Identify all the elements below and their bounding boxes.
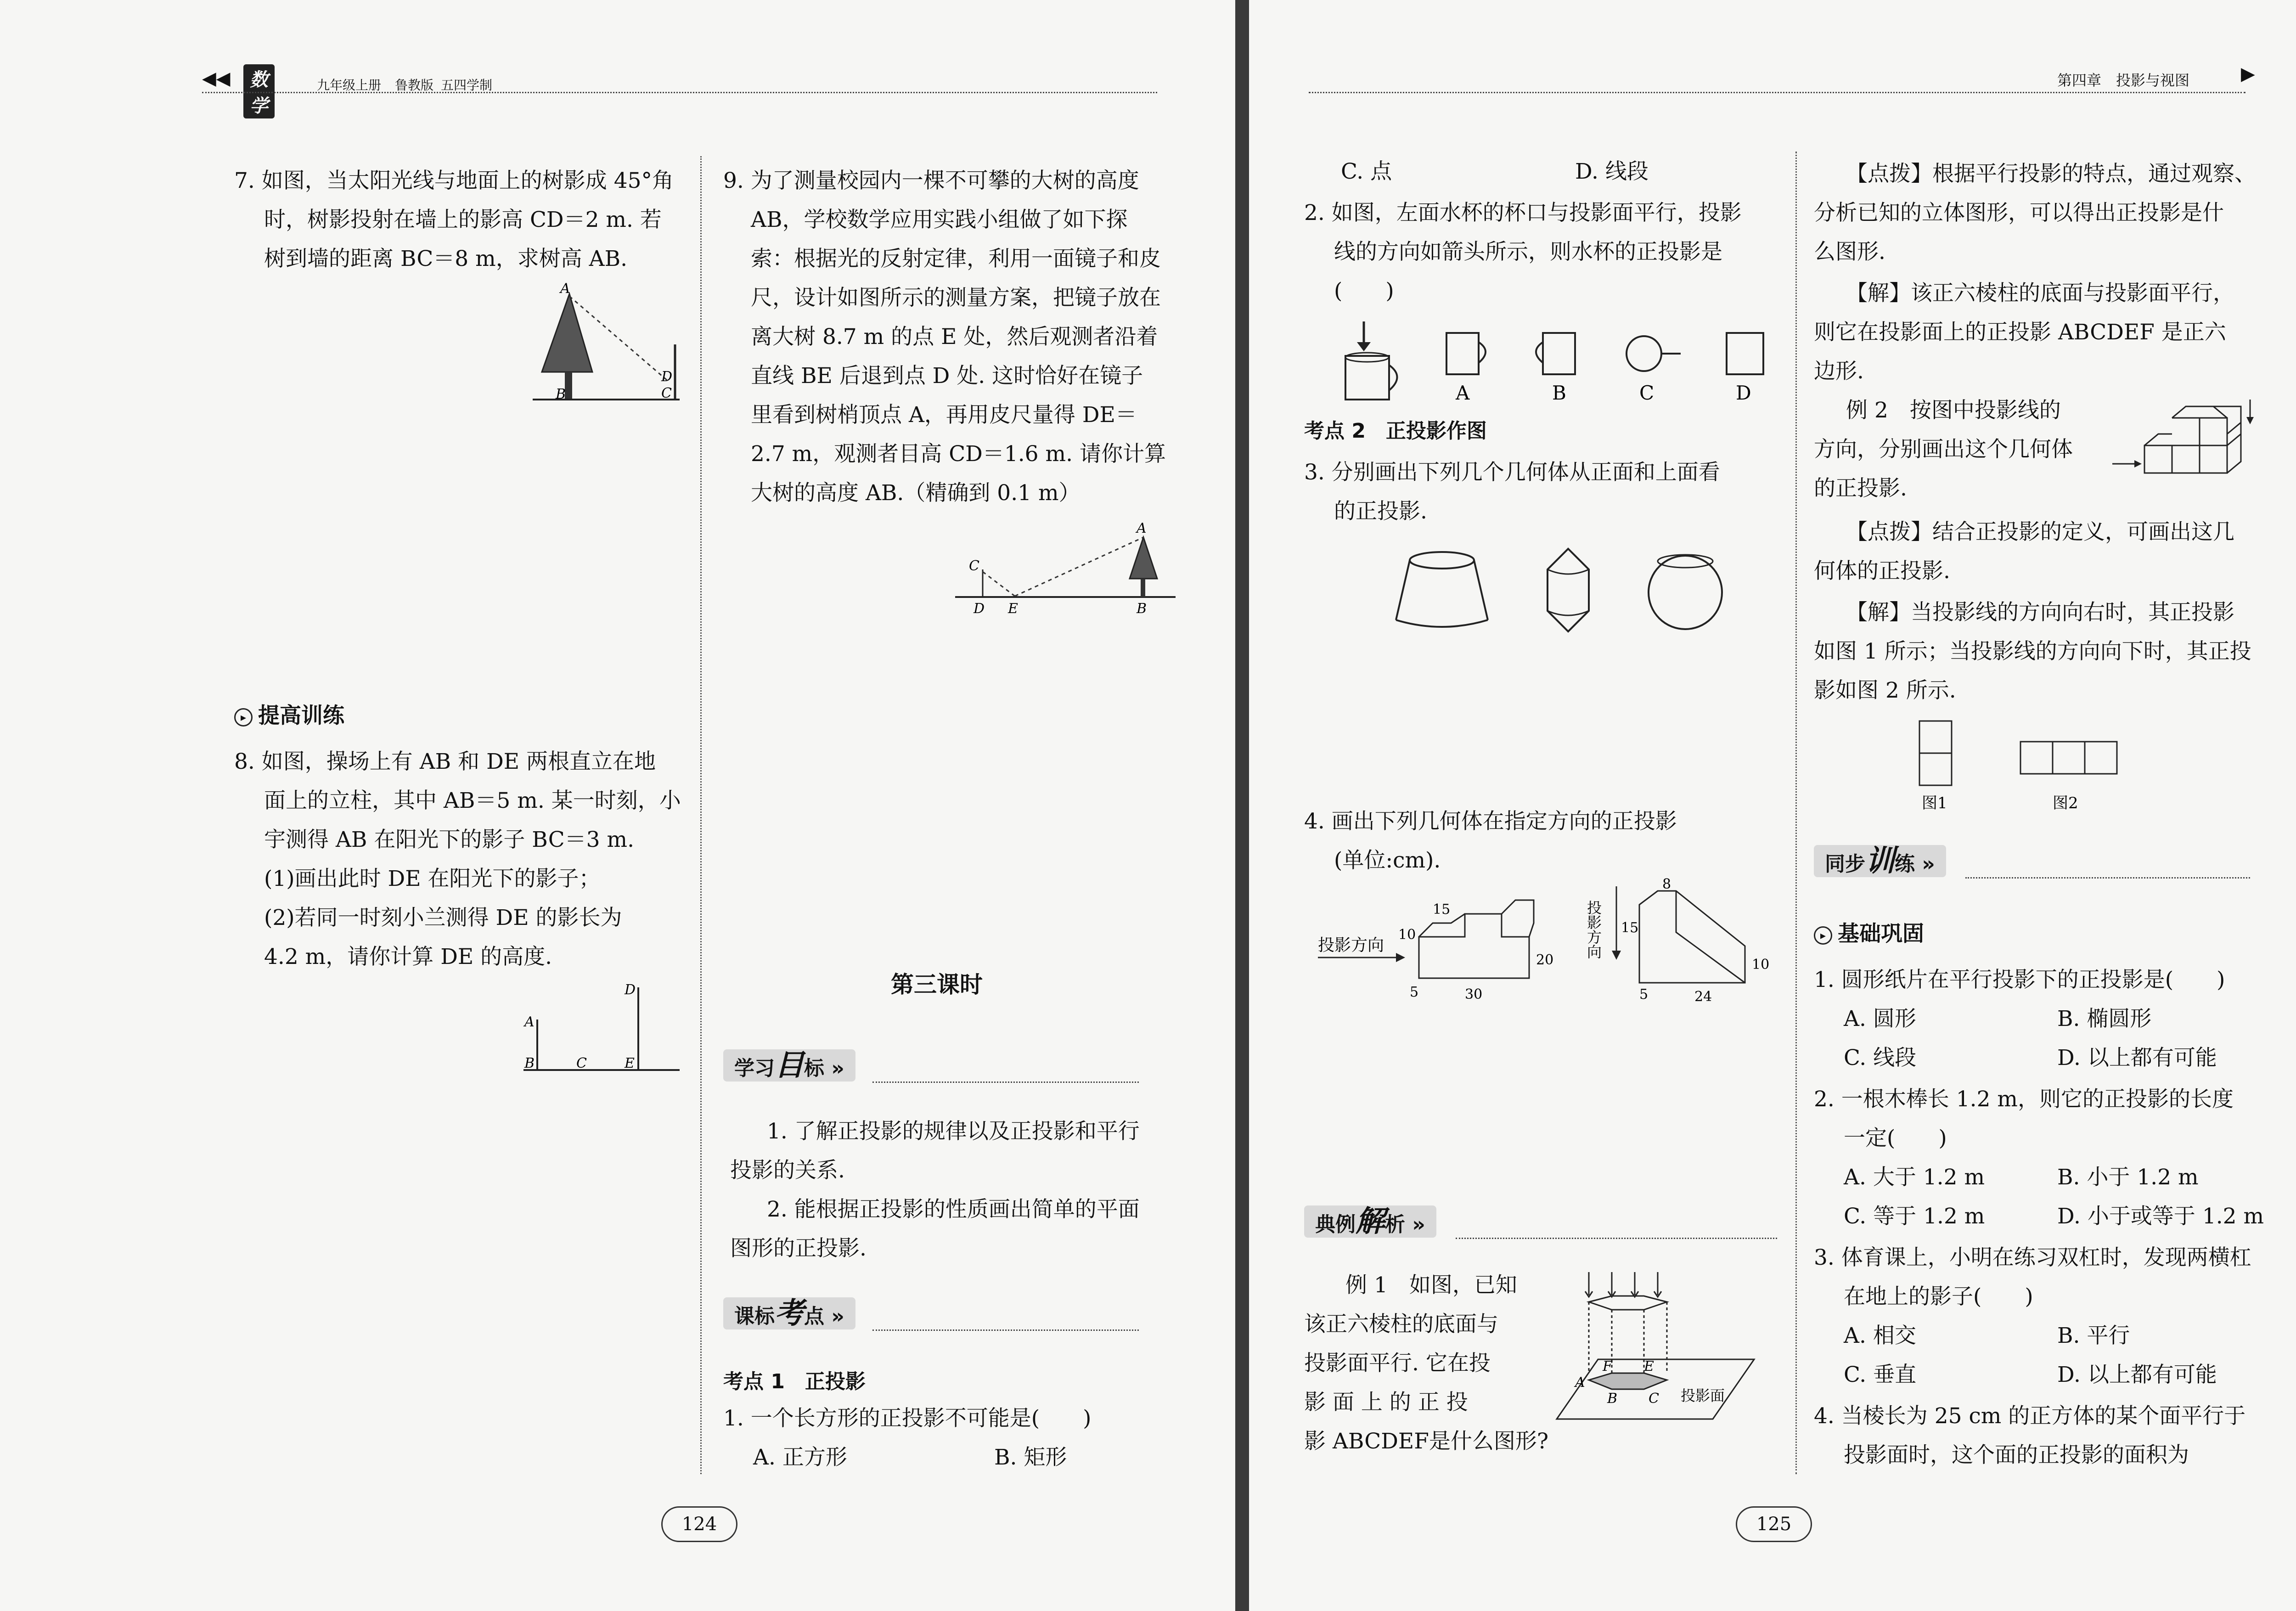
ex1-label-e: E: [1644, 1358, 1654, 1374]
section-basic: [1814, 914, 1924, 954]
ex1-label-plane: 投影面: [1681, 1387, 1725, 1404]
ex2-line: 的正投影.: [1814, 476, 1907, 501]
fig2-cell: [2020, 742, 2053, 774]
cup-rim: [1345, 353, 1389, 362]
tree-crown: [542, 294, 592, 372]
q3-line: 的正投影.: [1334, 499, 1427, 524]
q9-line: 尺，设计如图所示的测量方案，把镜子放在: [751, 285, 1161, 310]
arrow-head-icon: [1357, 342, 1371, 351]
right-page: [1249, 0, 2296, 1611]
goals-banner-a: 学习: [734, 1057, 775, 1080]
ex1-tip-line: 么图形.: [1814, 239, 1885, 265]
ex1-figure: [1552, 1267, 1773, 1460]
sync-banner-b: 训: [1865, 844, 1895, 878]
p1-option-d: D. 以上都有可能: [2057, 1045, 2217, 1070]
q8-line: 宇测得 AB 在阳光下的影子 BC＝3 m.: [264, 827, 635, 852]
q2-label-d: D: [1736, 382, 1751, 404]
column-divider: [1795, 152, 1797, 1474]
p2-option-c: C. 等于 1.2 m: [1844, 1204, 1985, 1229]
q4-figure-2: [1585, 876, 1791, 1006]
tree-trunk: [565, 372, 572, 400]
fig2-cell: [2053, 742, 2085, 774]
ex1-label-a: A: [1575, 1374, 1585, 1391]
p2-option-b: B. 小于 1.2 m: [2057, 1165, 2199, 1190]
q4f1-d15: 15: [1433, 901, 1451, 918]
p1-stem: 1. 圆形纸片在平行投影下的正投影是( ): [1814, 967, 2225, 992]
goals-banner-b: 目: [775, 1048, 804, 1082]
proj-lines: [1589, 1272, 1658, 1295]
p2-line: 一定( ): [1844, 1126, 1947, 1151]
ex1-line: 投影面平行. 它在投: [1304, 1351, 1491, 1376]
section-improve: [234, 696, 344, 736]
q8-label-d: D: [625, 982, 636, 998]
example-banner-b: 解: [1356, 1205, 1385, 1239]
example-banner: 典例解析 »: [1304, 1205, 1436, 1238]
slant-solid: [1639, 891, 1745, 983]
ex1-line: 例 1 如图，已知: [1345, 1273, 1517, 1298]
direction-arrow-icon: [1396, 953, 1405, 962]
section-circle-icon: ▸: [234, 708, 253, 727]
p2-line: 2. 一根木棒长 1.2 m，则它的正投影的长度: [1814, 1087, 2234, 1112]
example-rule: [1456, 1238, 1777, 1239]
p4-line: 投影面时，这个面的正投影的面积为: [1844, 1442, 2189, 1468]
option-a-handle: [1479, 342, 1486, 363]
q4f1-d5: 5: [1410, 984, 1419, 1000]
ex1-sol-line: 【解】该正六棱柱的底面与投影面平行，: [1846, 281, 2234, 306]
tree-trunk: [1141, 579, 1145, 597]
ex2-tip-line: 【点拨】结合正投影的定义，可画出这几: [1846, 519, 2234, 545]
double-cone-rim: [1548, 569, 1589, 615]
goals-banner: 学习目标 »: [723, 1049, 855, 1082]
q9-label-a: A: [1137, 520, 1147, 536]
kp1-title: 考点 1 正投影: [723, 1370, 866, 1393]
header-rule: [1309, 92, 2245, 93]
kaodian-banner-c: 点: [804, 1305, 824, 1328]
p3-option-d: D. 以上都有可能: [2057, 1362, 2217, 1387]
q7-line: 时，树影投射在墙上的影高 CD＝2 m. 若: [264, 207, 662, 232]
q1-option-b: B. 矩形: [994, 1445, 1067, 1470]
ex2-sol-line: 【解】当投影线的方向向右时，其正投影: [1846, 600, 2234, 625]
ex2-answer-figures: [1910, 716, 2186, 817]
q9-figure: [951, 519, 1180, 625]
q8-label-e: E: [625, 1055, 635, 1071]
option-a-shape: [1446, 333, 1479, 374]
sync-rule: [1965, 877, 2250, 879]
subject-badge: 数学: [243, 64, 275, 118]
ex1-line: 该正六棱柱的底面与: [1304, 1312, 1498, 1337]
q9-line: 2.7 m，观测者目高 CD＝1.6 m. 请你计算: [751, 441, 1166, 467]
q3-line: 3. 分别画出下列几个几何体从正面和上面看: [1304, 460, 1720, 485]
column-divider: [700, 156, 702, 1474]
q1-option-c: C. 点: [1341, 159, 1392, 184]
q1-option-d: D. 线段: [1575, 159, 1649, 184]
chapter-header: 第四章 投影与视图: [2057, 72, 2190, 89]
goal-line: 2. 能根据正投影的性质画出简单的平面: [767, 1197, 1140, 1222]
system-label: 五四学制: [441, 78, 493, 93]
cube-stack: [2144, 406, 2241, 473]
p1-option-a: A. 圆形: [1844, 1006, 1916, 1031]
ex2-tip-line: 何体的正投影.: [1814, 558, 1950, 584]
frustum-top: [1410, 552, 1474, 569]
double-cone: [1548, 549, 1589, 631]
q2-figure: [1341, 317, 1800, 413]
q8-line: 4.2 m，请你计算 DE 的高度.: [264, 944, 552, 969]
section-basic-label: 基础巩固: [1838, 921, 1924, 946]
ex2-figure: [2112, 395, 2268, 487]
direction-arrow-icon: [1612, 951, 1621, 960]
section-improve-label: 提高训练: [258, 703, 344, 728]
frustum-base: [1396, 620, 1488, 627]
sight-line: [983, 572, 1015, 596]
ex2-line: 例 2 按图中投影线的: [1846, 398, 2061, 423]
goals-rule: [872, 1082, 1139, 1083]
q2-line: 线的方向如箭头所示，则水杯的正投影是: [1334, 239, 1722, 265]
q9-line: AB，学校数学应用实践小组做了如下探: [751, 207, 1128, 232]
q3-figure: [1387, 542, 1777, 643]
ex1-line: 影 面 上 的 正 投: [1304, 1390, 1468, 1415]
kaodian-banner: 课标考点 »: [723, 1297, 855, 1329]
option-b-shape: [1543, 333, 1575, 374]
reflect-line: [1015, 537, 1143, 596]
q4f2-d10: 10: [1752, 957, 1770, 973]
fig2-caption: 图2: [2053, 794, 2078, 812]
ex1-line: 影 ABCDEF是什么图形?: [1304, 1429, 1549, 1454]
example-banner-c: 析: [1385, 1213, 1405, 1236]
p3-option-b: B. 平行: [2057, 1323, 2130, 1348]
q7-figure: [528, 281, 689, 413]
grade-label: 九年级上册: [317, 78, 382, 93]
hexagon-shadow: [1589, 1373, 1667, 1389]
p3-option-c: C. 垂直: [1844, 1362, 1917, 1387]
q4f1-dir: 投影方向: [1318, 936, 1384, 955]
sync-banner-a: 同步: [1825, 852, 1865, 876]
q1-stem: 1. 一个长方形的正投影不可能是( ): [723, 1406, 1092, 1431]
lesson-title: 第三课时: [891, 971, 983, 998]
page-number-left: 124: [661, 1506, 737, 1542]
q9-line: 大树的高度 AB.（精确到 0.1 m）: [751, 480, 1080, 506]
goal-line: 1. 了解正投影的规律以及正投影和平行: [767, 1119, 1140, 1144]
fig2-cell: [2085, 742, 2117, 774]
q2-label-a: A: [1456, 382, 1470, 404]
ex1-sol-line: 边形.: [1814, 359, 1864, 384]
ex1-label-f: F: [1603, 1358, 1612, 1374]
fig1-top: [1919, 721, 1952, 753]
q9-label-e: E: [1008, 601, 1018, 617]
q4-line: 4. 画出下列几何体在指定方向的正投影: [1304, 809, 1677, 834]
sync-banner-c: 练: [1895, 852, 1915, 876]
q9-label-d: D: [974, 601, 985, 617]
ex1-sol-line: 则它在投影面上的正投影 ABCDEF 是正六: [1814, 320, 2226, 345]
q8-line: 面上的立柱，其中 AB＝5 m. 某一时刻，小: [264, 788, 681, 813]
hexagon-top: [1589, 1296, 1667, 1310]
option-c-shape: [1626, 336, 1661, 371]
ex2-line: 方向，分别画出这个几何体: [1814, 437, 2073, 462]
q4f2-d24: 24: [1694, 989, 1712, 1005]
q8-figure: [514, 978, 689, 1084]
nav-arrows-icon: ◀◀: [202, 68, 231, 89]
q7-line: 树到墙的距离 BC＝8 m，求树高 AB.: [264, 246, 628, 271]
right-arrow-icon: [2134, 460, 2142, 468]
nav-arrow-icon: ▶: [2241, 63, 2255, 84]
q4f1-d30: 30: [1465, 986, 1483, 1003]
example-banner-a: 典例: [1315, 1213, 1356, 1236]
kaodian-rule: [872, 1329, 1139, 1331]
p3-line: 在地上的影子( ): [1844, 1284, 2033, 1309]
q7-line: 7. 如图，当太阳光线与地面上的树影成 45°角: [234, 168, 674, 193]
header-rule: [202, 92, 1157, 93]
kaodian-banner-b: 考: [775, 1296, 804, 1330]
q2-line: 2. 如图，左面水杯的杯口与投影面平行，投影: [1304, 200, 1742, 225]
q4f2-d5: 5: [1639, 986, 1649, 1003]
sphere-shape: [1649, 556, 1722, 629]
q4f1-d20: 20: [1536, 952, 1554, 968]
q8-line: 8. 如图，操场上有 AB 和 DE 两根直立在地: [234, 749, 656, 774]
q4f2-dir: 投影方向: [1585, 900, 1602, 959]
q9-line: 索：根据光的反射定律，利用一面镜子和皮: [751, 246, 1161, 271]
ex2-sol-line: 如图 1 所示；当投影线的方向向下时，其正投: [1814, 639, 2251, 664]
q9-label-b: B: [1137, 601, 1147, 617]
ex1-label-b: B: [1607, 1391, 1618, 1407]
q9-line: 直线 BE 后退到点 D 处. 这时恰好在镜子: [751, 363, 1143, 389]
cup-handle: [1389, 365, 1397, 390]
fig1-caption: 图1: [1922, 794, 1947, 812]
q1-option-a: A. 正方形: [753, 1445, 847, 1470]
q7-label-b: B: [556, 386, 566, 402]
q8-label-a: A: [524, 1014, 535, 1030]
tree-crown: [1130, 537, 1157, 579]
ex1-label-c: C: [1649, 1391, 1659, 1407]
q4f1-d10: 10: [1398, 927, 1416, 943]
p4-line: 4. 当棱长为 25 cm 的正方体的某个面平行于: [1814, 1403, 2246, 1429]
prism-edges: [1589, 1302, 1667, 1380]
p2-option-d: D. 小于或等于 1.2 m: [2057, 1204, 2264, 1229]
p3-option-a: A. 相交: [1844, 1323, 1916, 1348]
q9-line: 离大树 8.7 m 的点 E 处，然后观测者沿着: [751, 324, 1158, 349]
p1-option-c: C. 线段: [1844, 1045, 1917, 1070]
q9-label-c: C: [969, 558, 979, 574]
section-circle-icon: ▸: [1814, 926, 1832, 945]
q9-line: 里看到树梢顶点 A，再用皮尺量得 DE＝: [751, 402, 1137, 428]
ex1-tip-line: 【点拨】根据平行投影的特点，通过观察、: [1846, 161, 2256, 186]
kaodian-banner-a: 课标: [734, 1305, 775, 1328]
q2-line: ( ): [1334, 278, 1394, 304]
p1-option-b: B. 椭圆形: [2057, 1006, 2152, 1031]
edition-label: 鲁教版: [395, 78, 434, 93]
q4f2-d15: 15: [1621, 920, 1639, 936]
q2-label-c: C: [1639, 382, 1654, 404]
q8-line: (2)若同一时刻小兰测得 DE 的影长为: [264, 905, 622, 930]
p2-option-a: A. 大于 1.2 m: [1844, 1165, 1985, 1190]
ex1-tip-line: 分析已知的立体图形，可以得出正投影是什: [1814, 200, 2224, 225]
page-number-right: 125: [1736, 1506, 1812, 1542]
goal-line: 投影的关系.: [730, 1158, 845, 1183]
q8-label-b: B: [524, 1055, 535, 1071]
q2-label-b: B: [1552, 382, 1566, 404]
sync-banner: 同步训练 »: [1814, 845, 1946, 877]
q8-line: (1)画出此时 DE 在阳光下的影子；: [264, 866, 601, 891]
q4f2-d8: 8: [1662, 876, 1671, 892]
q4-figure-1: [1318, 886, 1575, 1006]
q7-label-d: D: [661, 369, 673, 385]
option-d-shape: [1727, 333, 1763, 374]
ex2-sol-line: 影如图 2 所示.: [1814, 678, 1956, 703]
goals-banner-c: 标: [804, 1057, 824, 1080]
kp2-title: 考点 2 正投影作图: [1304, 419, 1487, 443]
p3-line: 3. 体育课上，小明在练习双杠时，发现两横杠: [1814, 1245, 2251, 1270]
q4-line: (单位:cm).: [1334, 848, 1441, 873]
down-arrow-icon: [2246, 417, 2254, 424]
q8-label-c: C: [576, 1055, 587, 1071]
q7-label-c: C: [661, 385, 672, 401]
q9-line: 9. 为了测量校园内一棵不可攀的大树的高度: [723, 168, 1139, 193]
option-b-handle: [1536, 342, 1543, 363]
goal-line: 图形的正投影.: [730, 1236, 867, 1261]
q7-label-a: A: [560, 281, 570, 297]
fig1-bottom: [1919, 753, 1952, 785]
